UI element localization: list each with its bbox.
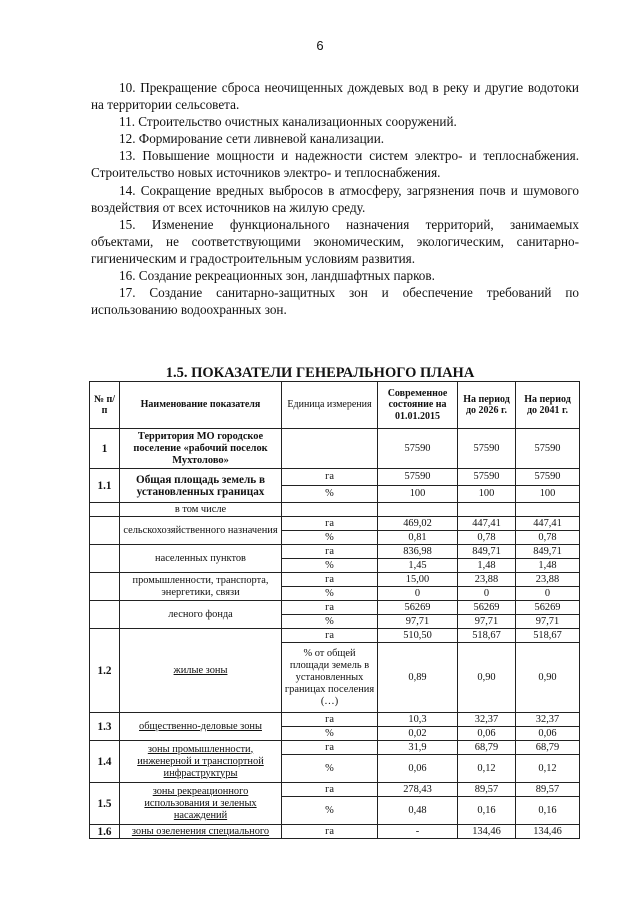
row-2041: 447,41: [516, 517, 580, 531]
row-name: зоны озеленения специального: [120, 825, 282, 839]
row-unit: га: [282, 601, 378, 615]
row-2026: 56269: [458, 601, 516, 615]
row-current: 31,9: [378, 741, 458, 755]
row-name: населенных пунктов: [120, 545, 282, 573]
row-unit: га: [282, 545, 378, 559]
table-row: [90, 517, 580, 531]
row-unit: га: [282, 469, 378, 486]
row-2026: 447,41: [458, 517, 516, 531]
col-header-unit: Единица измерения: [282, 382, 378, 429]
row-current: 100: [378, 486, 458, 503]
paragraph: 12. Формирование сети ливневой канализации.: [119, 131, 385, 147]
row-current: 278,43: [378, 783, 458, 797]
row-name: зоны промышленности, инженерной и транспортной инфраструктуры: [120, 741, 282, 783]
table-row: [90, 429, 580, 469]
row-current: 15,00: [378, 573, 458, 587]
col-header-name: Наименование показателя: [120, 382, 282, 429]
row-unit: га: [282, 573, 378, 587]
row-num: [90, 517, 120, 545]
row-num: [90, 503, 120, 517]
row-current: 0,81: [378, 531, 458, 545]
row-2041: 100: [516, 486, 580, 503]
row-2026: 849,71: [458, 545, 516, 559]
row-current: 469,02: [378, 517, 458, 531]
paragraph: 14. Сокращение вредных выбросов в атмосферу, загрязнения почв и шумового воздействия от всех источников на жилую среду.: [91, 182, 579, 215]
row-2026: 1,48: [458, 559, 516, 573]
row-2026: 97,71: [458, 615, 516, 629]
row-2041: 0: [516, 587, 580, 601]
row-current: 56269: [378, 601, 458, 615]
table-row: [90, 503, 580, 517]
section-title: 1.5. ПОКАЗАТЕЛИ ГЕНЕРАЛЬНОГО ПЛАНА: [165, 365, 475, 381]
row-2041: 518,67: [516, 629, 580, 643]
row-2026: 68,79: [458, 741, 516, 755]
col-header-2041: На период до 2041 г.: [516, 382, 580, 429]
row-unit: %: [282, 797, 378, 825]
row-2041: 68,79: [516, 741, 580, 755]
row-2041: 134,46: [516, 825, 580, 839]
row-unit: %: [282, 755, 378, 783]
col-header-num: № п/п: [90, 382, 120, 429]
row-2026: 89,57: [458, 783, 516, 797]
row-num: 1.3: [90, 713, 120, 741]
row-2041: 32,37: [516, 713, 580, 727]
paragraph: 10. Прекращение сброса неочищенных дождевых вод в реку и другие водотоки на территории сельсовета.: [91, 80, 579, 113]
row-name: лесного фонда: [120, 601, 282, 629]
row-2041: 0,12: [516, 755, 580, 783]
row-2026: 23,88: [458, 573, 516, 587]
row-name: общественно-деловые зоны: [120, 713, 282, 741]
row-num: 1.6: [90, 825, 120, 839]
row-2026: 134,46: [458, 825, 516, 839]
row-2026: 0,12: [458, 755, 516, 783]
table-row: [90, 825, 580, 839]
row-current: 0,06: [378, 755, 458, 783]
row-name: зоны рекреационного использования и зеленых насаждений: [120, 783, 282, 825]
row-2026: 518,67: [458, 629, 516, 643]
row-current: 97,71: [378, 615, 458, 629]
table-header-row: [90, 382, 580, 429]
paragraph: 17. Создание санитарно-защитных зон и обеспечение требований по использованию водоохранных зон.: [91, 285, 579, 318]
row-current: 10,3: [378, 713, 458, 727]
row-name: жилые зоны: [120, 629, 282, 713]
paragraph: 11. Строительство очистных канализационных сооружений.: [119, 114, 457, 130]
row-2026: 57590: [458, 469, 516, 486]
row-2041: 0,90: [516, 643, 580, 713]
row-current: 0: [378, 587, 458, 601]
row-num: 1.2: [90, 629, 120, 713]
row-unit: %: [282, 727, 378, 741]
paragraph: 15. Изменение функционального назначения территорий, занимаемых объектами, не соответствующими экономическим, экологическим, санитарно-гигиеническим и градостроительным условиям развития.: [91, 216, 579, 266]
col-header-2026: На период до 2026 г.: [458, 382, 516, 429]
row-num: [90, 601, 120, 629]
table-row: [90, 601, 580, 615]
row-current: 510,50: [378, 629, 458, 643]
row-2041: 57590: [516, 429, 580, 469]
row-num: [90, 545, 120, 573]
row-2041: 97,71: [516, 615, 580, 629]
row-unit: [282, 429, 378, 469]
row-2041: 0,78: [516, 531, 580, 545]
table-row: [90, 783, 580, 797]
row-2041: 57590: [516, 469, 580, 486]
row-2026: 0,90: [458, 643, 516, 713]
row-2041: 849,71: [516, 545, 580, 559]
table-row: [90, 469, 580, 486]
row-unit: га: [282, 825, 378, 839]
row-name: в том числе: [120, 503, 282, 517]
row-2026: 0: [458, 587, 516, 601]
row-num: 1.1: [90, 469, 120, 503]
row-unit: %: [282, 587, 378, 601]
row-name: Территория МО городское поселение «рабочий поселок Мухтолово»: [120, 429, 282, 469]
row-2041: 1,48: [516, 559, 580, 573]
row-current: 0,48: [378, 797, 458, 825]
row-unit: га: [282, 713, 378, 727]
paragraph: 16. Создание рекреационных зон, ландшафтных парков.: [119, 268, 435, 284]
row-2041: 0,16: [516, 797, 580, 825]
row-current: 57590: [378, 469, 458, 486]
row-current: [378, 503, 458, 517]
row-2026: [458, 503, 516, 517]
row-current: 836,98: [378, 545, 458, 559]
row-name: сельскохозяйственного назначения: [120, 517, 282, 545]
row-current: 0,02: [378, 727, 458, 741]
row-2026: 57590: [458, 429, 516, 469]
row-current: -: [378, 825, 458, 839]
row-2026: 0,78: [458, 531, 516, 545]
page-number: 6: [316, 38, 324, 53]
row-unit: %: [282, 531, 378, 545]
row-current: 1,45: [378, 559, 458, 573]
row-2026: 32,37: [458, 713, 516, 727]
row-2026: 100: [458, 486, 516, 503]
row-unit: % от общей площади земель в установленных границах поселения (…): [282, 643, 378, 713]
paragraph: 13. Повышение мощности и надежности систем электро- и теплоснабжения. Строительство новых источников электро- и теплоснабжения.: [91, 148, 579, 181]
row-unit: %: [282, 615, 378, 629]
table-row: [90, 629, 580, 643]
col-header-current: Современное состояние на 01.01.2015: [378, 382, 458, 429]
row-current: 57590: [378, 429, 458, 469]
row-unit: га: [282, 629, 378, 643]
indicators-table: [89, 381, 580, 839]
row-name: промышленности, транспорта, энергетики, связи: [120, 573, 282, 601]
row-num: 1.4: [90, 741, 120, 783]
row-name: Общая площадь земель в установленных границах: [120, 469, 282, 503]
row-num: 1: [90, 429, 120, 469]
row-current: 0,89: [378, 643, 458, 713]
row-unit: га: [282, 741, 378, 755]
row-unit: га: [282, 783, 378, 797]
row-2041: 89,57: [516, 783, 580, 797]
row-num: 1.5: [90, 783, 120, 825]
row-2026: 0,16: [458, 797, 516, 825]
row-unit: га: [282, 517, 378, 531]
row-num: [90, 573, 120, 601]
body-text: [91, 79, 579, 318]
table-row: [90, 713, 580, 727]
row-2041: 23,88: [516, 573, 580, 587]
row-unit: [282, 503, 378, 517]
row-2041: [516, 503, 580, 517]
row-unit: %: [282, 559, 378, 573]
row-2041: 56269: [516, 601, 580, 615]
table-row: [90, 545, 580, 559]
row-2026: 0,06: [458, 727, 516, 741]
row-unit: %: [282, 486, 378, 503]
row-2041: 0,06: [516, 727, 580, 741]
table-row: [90, 573, 580, 587]
table-row: [90, 741, 580, 755]
